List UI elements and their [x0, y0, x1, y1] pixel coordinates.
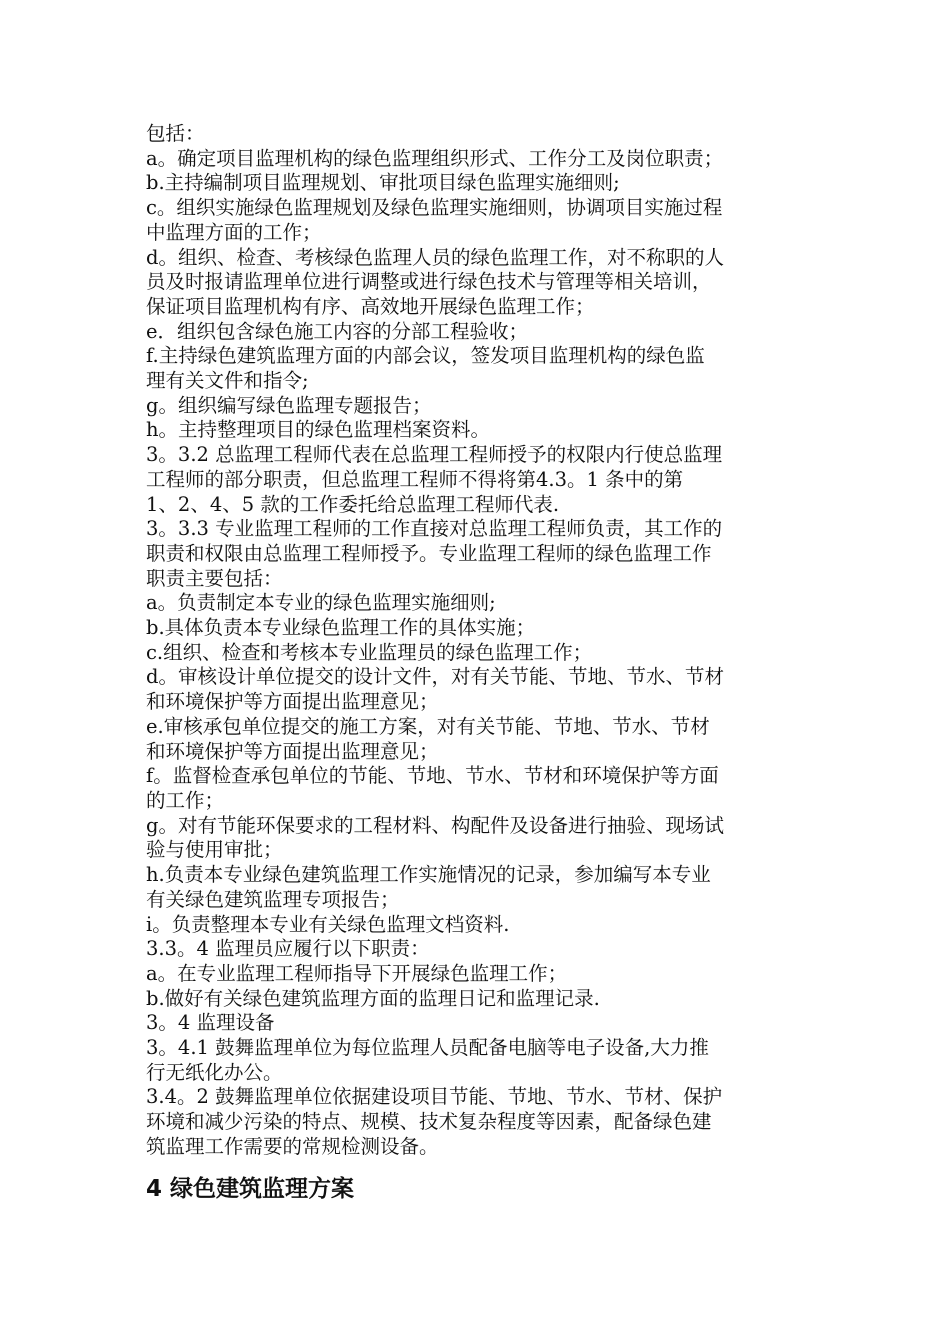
text-line: e.审核承包单位提交的施工方案，对有关节能、节地、节水、节材	[146, 714, 710, 738]
text-line: 3。3.3 专业监理工程师的工作直接对总监理工程师负责，其工作的	[146, 517, 723, 541]
text-line: 包括：	[146, 122, 205, 145]
text-line: a。负责制定本专业的绿色监理实施细则;	[146, 591, 496, 615]
text-line: e．组织包含绿色施工内容的分部工程验收；	[146, 319, 529, 343]
text-line: 环境和减少污染的特点、规模、技术复杂程度等因素，配备绿色建	[146, 1110, 712, 1134]
text-line: h.负责本专业绿色建筑监理工作实施情况的记录，参加编写本专业	[146, 863, 711, 887]
document-page	[146, 122, 810, 1204]
text-line: 保证项目监理机构有序、高效地开展绿色监理工作；	[146, 294, 595, 318]
text-line: 中监理方面的工作；	[146, 220, 322, 244]
body-text	[146, 122, 810, 1160]
text-line: a。在专业监理工程师指导下开展绿色监理工作；	[146, 961, 568, 985]
text-line: 和环境保护等方面提出监理意见；	[146, 739, 439, 763]
text-line: 3。4 监理设备	[146, 1011, 275, 1035]
text-line: h。主持整理项目的绿色监理档案资料。	[146, 418, 491, 442]
text-line: 3。4.1 鼓舞监理单位为每位监理人员配备电脑等电子设备,大力推	[146, 1036, 709, 1060]
text-line: i。负责整理本专业有关绿色监理文档资料.	[146, 912, 510, 936]
text-line: 3.3。4 监理员应履行以下职责：	[146, 937, 430, 961]
text-line: 验与使用审批；	[146, 838, 283, 862]
text-line: 职责主要包括：	[146, 566, 283, 590]
text-line: g。对有节能环保要求的工程材料、构配件及设备进行抽验、现场试	[146, 813, 724, 837]
section-heading: 4 绿色建筑监理方案	[146, 1175, 355, 1202]
text-line: 工程师的部分职责，但总监理工程师不得将第4.3。1 条中的第	[146, 467, 684, 491]
text-line: 员及时报请监理单位进行调整或进行绿色技术与管理等相关培训，	[146, 270, 712, 294]
text-line: b.主持编制项目监理规划、审批项目绿色监理实施细则;	[146, 171, 620, 195]
text-line: f.主持绿色建筑监理方面的内部会议，签发项目监理机构的绿色监	[146, 344, 705, 368]
text-line: g。组织编写绿色监理专题报告；	[146, 393, 432, 417]
text-line: c。组织实施绿色监理规划及绿色监理实施细则，协调项目实施过程	[146, 196, 723, 220]
text-line: 理有关文件和指令;	[146, 369, 309, 393]
text-line: d。组织、检查、考核绿色监理人员的绿色监理工作，对不称职的人	[146, 245, 724, 269]
text-line: 3。3.2 总监理工程师代表在总监理工程师授予的权限内行使总监理	[146, 443, 723, 467]
text-line: 职责和权限由总监理工程师授予。专业监理工程师的绿色监理工作	[146, 541, 712, 565]
text-line: f。监督检查承包单位的节能、节地、节水、节材和环境保护等方面	[146, 764, 719, 788]
text-line: 1、2、4、5 款的工作委托给总监理工程师代表.	[146, 492, 560, 516]
text-line: 和环境保护等方面提出监理意见；	[146, 690, 439, 714]
text-line: 3.4。2 鼓舞监理单位依据建设项目节能、节地、节水、节材、保护	[146, 1085, 723, 1109]
text-line: a。确定项目监理机构的绿色监理组织形式、工作分工及岗位职责；	[146, 146, 724, 170]
text-line: 筑监理工作需要的常规检测设备。	[146, 1134, 439, 1158]
text-line: 有关绿色建筑监理专项报告；	[146, 887, 400, 911]
text-line: d。审核设计单位提交的设计文件，对有关节能、节地、节水、节材	[146, 665, 724, 689]
text-line: 行无纸化办公。	[146, 1060, 283, 1084]
text-line: 的工作；	[146, 788, 225, 812]
text-line: b.做好有关绿色建筑监理方面的监理日记和监理记录.	[146, 986, 600, 1010]
text-line: c.组织、检查和考核本专业监理员的绿色监理工作；	[146, 640, 593, 664]
text-line: b.具体负责本专业绿色监理工作的具体实施；	[146, 616, 536, 640]
